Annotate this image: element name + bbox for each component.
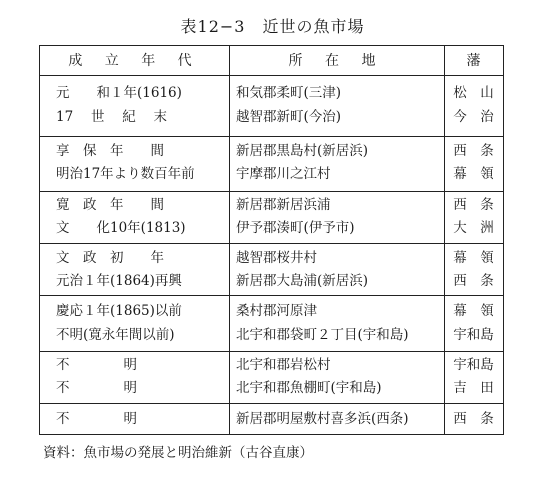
cell-domain: 幕 領	[453, 166, 494, 182]
cell-domain: 今 治	[453, 109, 494, 125]
cell-era: 不明(寛永年間以前)	[56, 327, 175, 343]
cell-location: 桑村郡河原津	[236, 303, 317, 319]
cell-location: 越智郡新町(今治)	[236, 109, 342, 125]
table-group-2	[40, 136, 503, 191]
cell-era: 文 化10年(1813)	[56, 220, 186, 236]
table-header	[40, 46, 503, 76]
table-group-6	[40, 351, 503, 403]
header-location: 所 在 地	[288, 53, 385, 69]
cell-era: 元 和１年(1616)	[56, 85, 182, 101]
table-group-7	[40, 403, 503, 434]
cell-location: 新居郡明屋敷村喜多浜(西条)	[236, 411, 409, 427]
cell-era: 享 保 年 間	[56, 143, 164, 159]
table-group-5	[40, 295, 503, 351]
cell-domain: 松 山	[453, 85, 494, 101]
cell-location: 新居郡黒島村(新居浜)	[236, 143, 369, 159]
cell-domain: 西 条	[453, 197, 494, 213]
cell-location: 和気郡柔町(三津)	[236, 85, 342, 101]
cell-location: 北宇和郡岩松村	[236, 357, 331, 373]
cell-location: 新居郡新居浜浦	[236, 197, 331, 213]
cell-era: 寛 政 年 間	[56, 197, 164, 213]
cell-era: 文 政 初 年	[56, 250, 164, 266]
cell-domain: 吉 田	[453, 380, 494, 396]
cell-location: 北宇和郡袋町２丁目(宇和島)	[236, 327, 409, 343]
cell-domain: 宇和島	[453, 327, 494, 343]
cell-location: 宇摩郡川之江村	[236, 166, 331, 182]
cell-domain: 西 条	[453, 143, 494, 159]
header-domain: 藩	[466, 53, 481, 69]
cell-era: 不 明	[56, 411, 137, 427]
cell-era: 不 明	[56, 380, 137, 396]
cell-era: 不 明	[56, 357, 137, 373]
cell-domain: 西 条	[453, 273, 494, 289]
cell-domain: 西 条	[453, 411, 494, 427]
cell-era: 元治１年(1864)再興	[56, 273, 182, 289]
cell-domain: 大 洲	[453, 220, 494, 236]
header-era: 成 立 年 代	[68, 53, 201, 69]
table-group-1	[40, 76, 503, 136]
cell-location: 伊予郡湊町(伊予市)	[236, 220, 355, 236]
cell-era: 慶応１年(1865)以前	[56, 303, 182, 319]
table-group-3	[40, 191, 503, 243]
cell-location: 北宇和郡魚棚町(宇和島)	[236, 380, 382, 396]
source-note: 資料：魚市場の発展と明治維新（古谷直康）	[43, 445, 313, 461]
cell-domain: 宇和島	[453, 357, 494, 373]
fish-market-table	[39, 45, 504, 435]
cell-domain: 幕 領	[453, 250, 494, 266]
table-title: 表12−3 近世の魚市場	[180, 17, 365, 36]
cell-location: 越智郡桜井村	[236, 250, 317, 266]
cell-location: 新居郡大島浦(新居浜)	[236, 273, 369, 289]
cell-era: 17 世 紀 末	[56, 109, 168, 125]
table-group-4	[40, 243, 503, 295]
cell-domain: 幕 領	[453, 303, 494, 319]
cell-era: 明治17年より数百年前	[56, 166, 195, 182]
